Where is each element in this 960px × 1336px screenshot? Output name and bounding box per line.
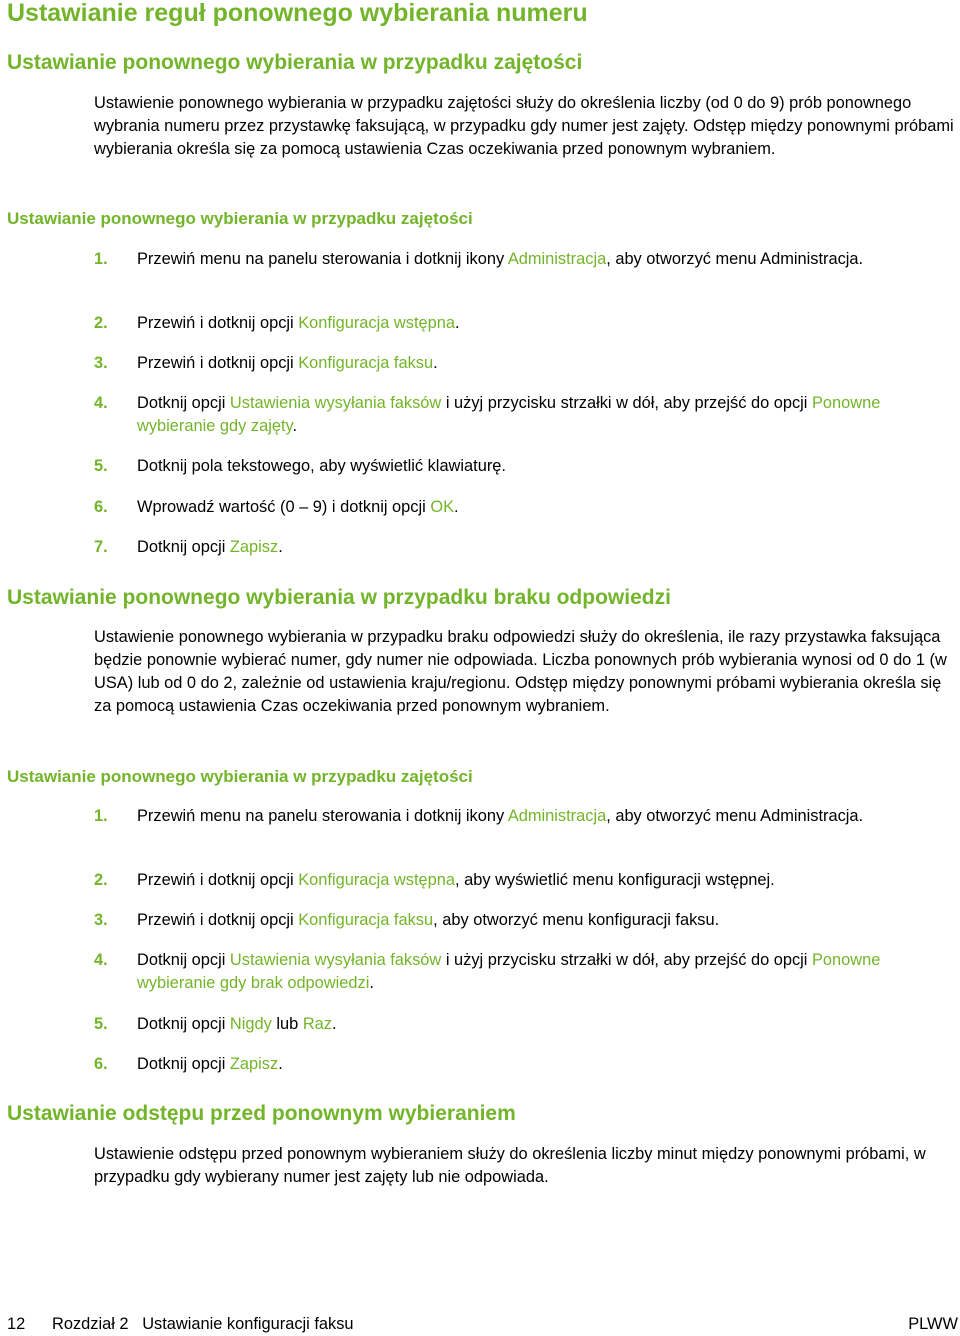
procedure-heading-no-answer-redial: Ustawianie ponownego wybierania w przypadku zajętości	[7, 767, 473, 786]
chapter-title: Rozdział 2 Ustawianie konfiguracji faksu	[52, 1315, 354, 1333]
step-number: 2.	[94, 871, 108, 889]
section-intro-busy-redial: Ustawienie ponownego wybierania w przypadku zajętości służy do określenia liczby (od 0 do 9) prób ponownego wybrania numeru przez przystawkę faksującą, w przypadku gdy numer jest zajęty. Odstęp między ponownymi próbami wybierania określa się za pomocą ustawienia Czas oczekiwania przed ponownym wybraniem.	[94, 94, 954, 158]
menu-option-initial-setup: Konfiguracja wstępna	[298, 871, 455, 889]
step-number: 2.	[94, 314, 108, 332]
step-text: Wprowadź wartość (0 – 9) i dotknij opcji OK.	[137, 498, 459, 516]
step-text: Przewiń menu na panelu sterowania i dotknij ikony Administracja, aby otworzyć menu Administracja.	[137, 807, 864, 825]
step-4	[94, 392, 944, 438]
menu-option-once: Raz	[302, 1015, 332, 1033]
menu-option-redial-on-no-answer: Ponowne wybieranie gdy brak odpowiedzi	[137, 951, 881, 992]
step-number: 5.	[94, 1015, 108, 1033]
step-text: Przewiń i dotknij opcji Konfiguracja faksu.	[137, 354, 438, 372]
section-heading-redial-interval: Ustawianie odstępu przed ponownym wybieraniem	[7, 1102, 516, 1125]
step-text: Przewiń i dotknij opcji Konfiguracja faksu, aby otworzyć menu konfiguracji faksu.	[137, 911, 720, 929]
step-text: Przewiń i dotknij opcji Konfiguracja wstępna, aby wyświetlić menu konfiguracji wstępnej.	[137, 871, 775, 889]
step-5	[94, 1013, 944, 1036]
step-number: 1.	[94, 250, 108, 268]
menu-option-never: Nigdy	[229, 1015, 272, 1033]
step-3	[94, 352, 944, 375]
step-number: 4.	[94, 394, 108, 412]
step-text: Przewiń i dotknij opcji Konfiguracja wstępna.	[137, 314, 460, 332]
menu-option-initial-setup: Konfiguracja wstępna	[298, 314, 455, 332]
menu-option-fax-setup: Konfiguracja faksu	[298, 911, 434, 929]
procedure-heading-busy-redial: Ustawianie ponownego wybierania w przypadku zajętości	[7, 209, 473, 228]
step-text: Dotknij opcji Zapisz.	[137, 1055, 283, 1073]
page-number: 12	[7, 1315, 26, 1333]
step-7	[94, 536, 944, 559]
menu-option-fax-send-settings: Ustawienia wysyłania faksów	[229, 394, 442, 412]
menu-option-administration: Administracja	[507, 807, 607, 825]
step-4	[94, 949, 944, 995]
step-text: Dotknij opcji Nigdy lub Raz.	[137, 1015, 337, 1033]
step-6	[94, 1053, 944, 1076]
step-5	[94, 455, 944, 478]
step-2	[94, 312, 944, 335]
step-number: 7.	[94, 538, 108, 556]
step-number: 5.	[94, 457, 108, 475]
menu-option-administration: Administracja	[507, 250, 607, 268]
section-intro-no-answer-redial: Ustawienie ponownego wybierania w przypadku braku odpowiedzi służy do określenia, ile razy przystawka faksująca będzie ponownie wybierać numer, gdy numer nie odpowiada. Liczba ponownych prób wybierania wynosi od 0 do 1 (w USA) lub od 0 do 2, zależnie od ustawienia kraju/regionu. Odstęp między ponownymi próbami wybierania określa się za pomocą ustawienia Czas oczekiwania przed ponownym wybraniem.	[94, 628, 947, 715]
step-number: 4.	[94, 951, 108, 969]
step-number: 3.	[94, 911, 108, 929]
menu-option-save: Zapisz	[229, 538, 279, 556]
step-text: Przewiń menu na panelu sterowania i dotknij ikony Administracja, aby otworzyć menu Administracja.	[137, 250, 864, 268]
step-number: 6.	[94, 1055, 108, 1073]
section-heading-no-answer-redial: Ustawianie ponownego wybierania w przypadku braku odpowiedzi	[7, 586, 671, 609]
step-6	[94, 496, 944, 519]
step-3	[94, 909, 944, 932]
step-text: Dotknij opcji Ustawienia wysyłania faksów i użyj przycisku strzałki w dół, aby przejść do opcji Ponowne wybieranie gdy brak odpowiedzi.	[137, 951, 881, 992]
menu-option-save: Zapisz	[229, 1055, 279, 1073]
section-intro-redial-interval: Ustawienie odstępu przed ponownym wybieraniem służy do określenia liczby minut między ponownymi próbami, w przypadku gdy wybierany numer jest zajęty lub nie odpowiada.	[94, 1145, 926, 1186]
step-1	[94, 805, 944, 828]
step-text: Dotknij opcji Zapisz.	[137, 538, 283, 556]
page-title: Ustawianie reguł ponownego wybierania numeru	[7, 0, 588, 27]
step-text: Dotknij opcji Ustawienia wysyłania faksów i użyj przycisku strzałki w dół, aby przejść do opcji Ponowne wybieranie gdy zajęty.	[137, 394, 881, 435]
menu-option-redial-on-busy: Ponowne wybieranie gdy zajęty	[137, 394, 881, 435]
menu-option-ok: OK	[430, 498, 455, 516]
menu-option-fax-send-settings: Ustawienia wysyłania faksów	[229, 951, 442, 969]
step-2	[94, 869, 944, 892]
step-number: 1.	[94, 807, 108, 825]
menu-option-fax-setup: Konfiguracja faksu	[298, 354, 434, 372]
document-code: PLWW	[908, 1315, 958, 1333]
step-1	[94, 248, 944, 271]
step-number: 3.	[94, 354, 108, 372]
step-text: Dotknij pola tekstowego, aby wyświetlić klawiaturę.	[137, 457, 506, 475]
step-number: 6.	[94, 498, 108, 516]
section-heading-busy-redial: Ustawianie ponownego wybierania w przypadku zajętości	[7, 51, 583, 74]
